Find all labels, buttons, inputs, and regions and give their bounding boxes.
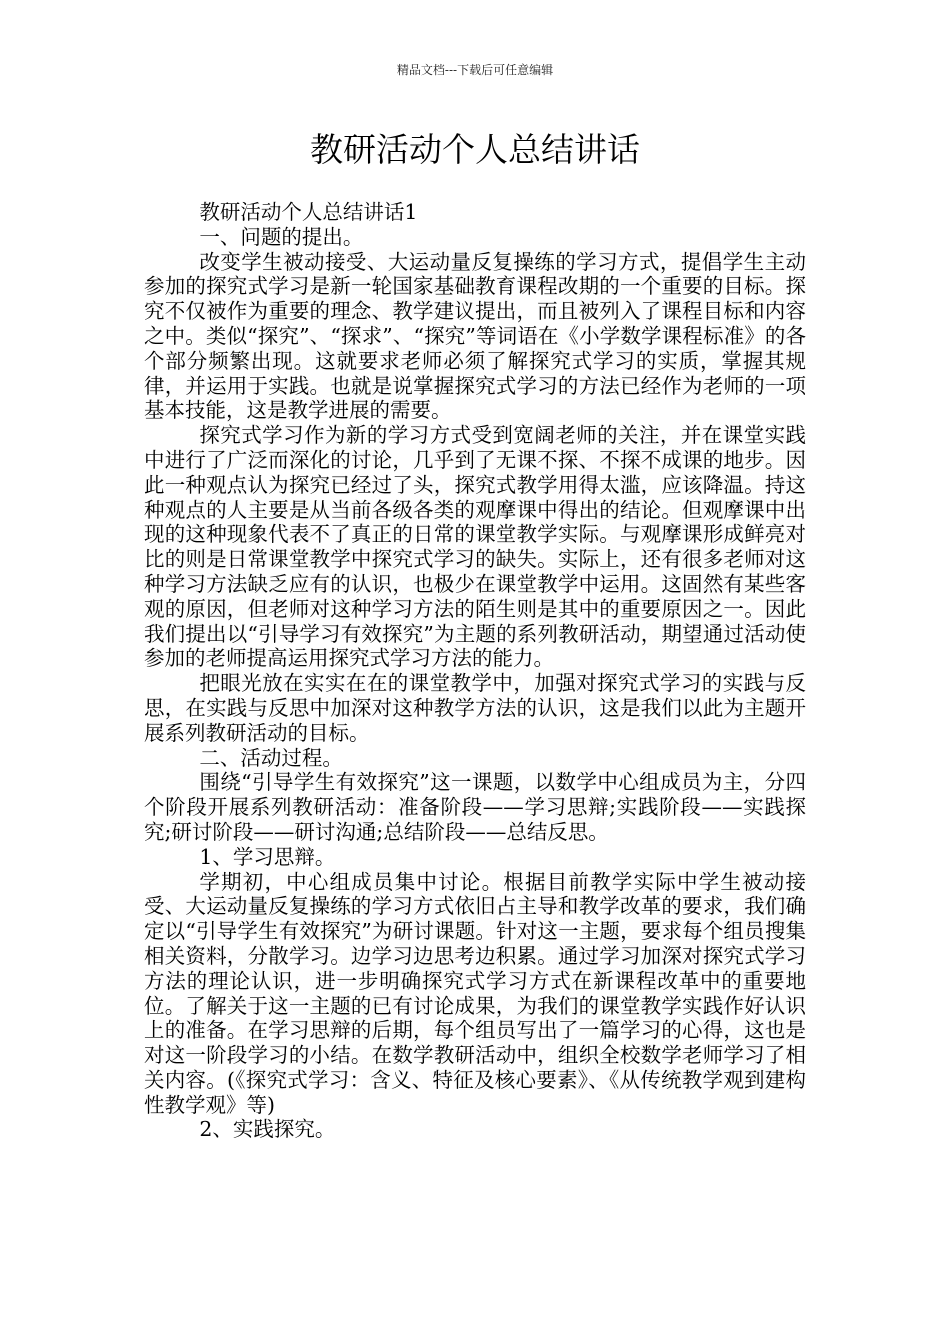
paragraph-subtitle: 教研活动个人总结讲话1	[199, 200, 418, 224]
paragraph: 把眼光放在实实在在的课堂教学中，加强对探究式学习的实践与反思，在实践与反思中加深对这种教学方法的认识，这是我们以此为主题开展系列教研活动的目标。	[144, 671, 806, 745]
paragraph: 改变学生被动接受、大运动量反复操练的学习方式，提倡学生主动参加的探究式学习是新一轮国家基础教育课程改期的一个重要的目标。探究不仅被作为重要的理念、教学建议提出，而且被列入了课程目标和内容之中。类似“探究”、“探求”、“探究”等词语在《小学数学课程标准》的各个部分频繁出现。这就要求老师必须了解探究式学习的实质，掌握其规律，并运用于实践。也就是说掌握探究式学习的方法已经作为老师的一项基本技能，这是教学进展的需要。	[144, 249, 806, 423]
paragraph: 围绕“引导学生有效探究”这一课题，以数学中心组成员为主，分四个阶段开展系列教研活动：准备阶段——学习思辩;实践阶段——实践探究;研讨阶段——研讨沟通;总结阶段——总结反思。	[144, 770, 806, 844]
document-body	[144, 200, 806, 1142]
section-heading-process: 二、活动过程。	[199, 745, 343, 770]
page-header: 精品文档---下载后可任意编辑	[396, 63, 554, 77]
document-title: 教研活动个人总结讲话	[310, 130, 640, 169]
subsection-heading-practice: 2、实践探究。	[199, 1117, 336, 1142]
subsection-heading-study: 1、学习思辩。	[199, 844, 336, 869]
paragraph: 学期初，中心组成员集中讨论。根据目前教学实际中学生被动接受、大运动量反复操练的学习方式依旧占主导和教学改革的要求，我们确定以“引导学生有效探究”为研讨课题。针对这一主题，要求每个组员搜集相关资料，分散学习。边学习边思考边积累。通过学习加深对探究式学习方法的理论认识，进一步明确探究式学习方式在新课程改革中的重要地位。了解关于这一主题的已有讨论成果，为我们的课堂教学实践作好认识上的准备。在学习思辩的后期，每个组员写出了一篇学习的心得，这也是对这一阶段学习的小结。在数学教研活动中，组织全校数学老师学习了相关内容。(《探究式学习：含义、特征及核心要素》、《从传统教学观到建构性教学观》等)	[144, 869, 806, 1117]
paragraph: 探究式学习作为新的学习方式受到宽阔老师的关注，并在课堂实践中进行了广泛而深化的讨论，几乎到了无课不探、不探不成课的地步。因此一种观点认为探究已经过了头，探究式教学用得太滥，应该降温。持这种观点的人主要是从当前各级各类的观摩课中得出的结论。但观摩课中出现的这种现象代表不了真正的日常的课堂教学实际。与观摩课形成鲜亮对比的则是日常课堂教学中探究式学习的缺失。实际上，还有很多老师对这种学习方法缺乏应有的认识，也极少在课堂教学中运用。这固然有某些客观的原因，但老师对这种学习方法的陌生则是其中的重要原因之一。因此我们提出以“引导学习有效探究”为主题的系列教研活动，期望通过活动使参加的老师提高运用探究式学习方法的能力。	[144, 423, 806, 671]
section-heading-problem: 一、问题的提出。	[199, 224, 364, 249]
